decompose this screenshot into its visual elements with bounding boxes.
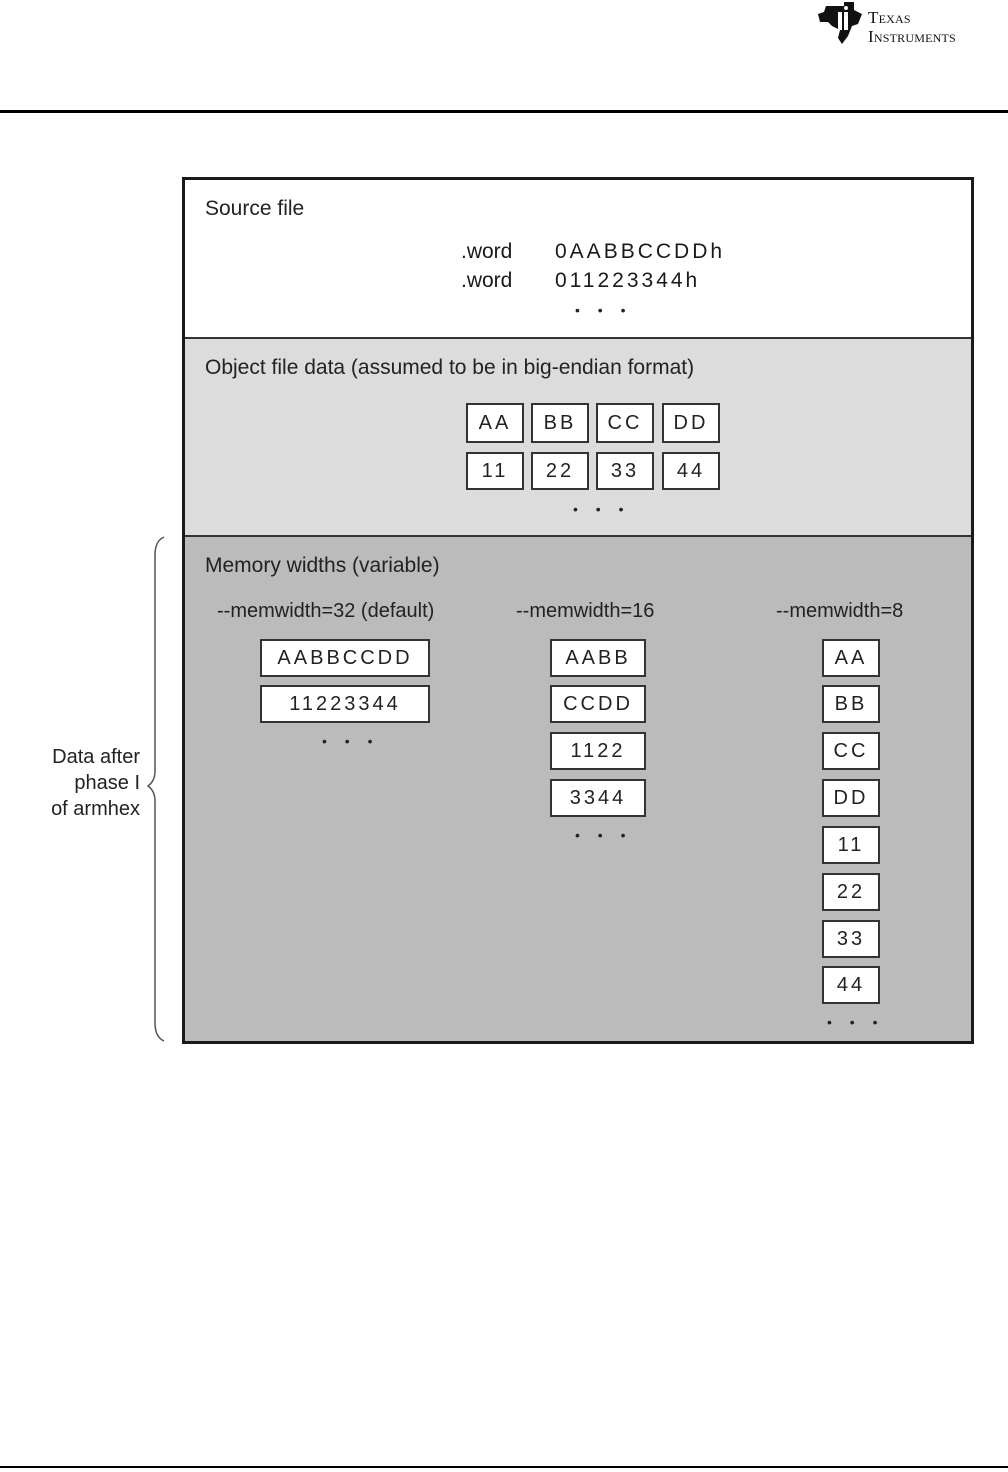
ellipsis: • • • — [827, 1014, 885, 1030]
memory-widths-panel — [185, 537, 971, 1041]
word-value: 0AABBCCDDh — [555, 240, 726, 263]
memory-byte-box: DD — [822, 779, 880, 817]
header-divider — [0, 110, 1008, 113]
ellipsis: • • • — [322, 733, 380, 749]
memory-byte-box: 44 — [822, 966, 880, 1004]
memory-byte-box: 33 — [822, 920, 880, 958]
word-directive: .word — [461, 240, 513, 263]
memory-byte-box: BB — [822, 685, 880, 723]
memory-word-box: CCDD — [550, 685, 646, 723]
memwidth-32-label: --memwidth=32 (default) — [217, 600, 435, 622]
word-directive: .word — [461, 269, 513, 292]
side-label — [0, 744, 140, 822]
ellipsis: • • • — [573, 501, 631, 517]
memory-word-box: AABBCCDD — [260, 639, 430, 677]
byte-box: 33 — [596, 452, 654, 490]
byte-box: 22 — [531, 452, 589, 490]
memory-word-box: 11223344 — [260, 685, 430, 723]
side-label-line: Data after — [52, 746, 140, 768]
byte-box: 44 — [662, 452, 720, 490]
curly-brace — [142, 535, 168, 1043]
byte-box: CC — [596, 403, 654, 443]
byte-box: AA — [466, 403, 524, 443]
side-label-line: of armhex — [51, 798, 140, 820]
source-file-panel — [185, 180, 971, 339]
byte-box: 11 — [466, 452, 524, 490]
byte-box: DD — [662, 403, 720, 443]
logo-text-texas: Texas — [868, 8, 911, 27]
memory-word-box: 1122 — [550, 732, 646, 770]
memory-word-box: AABB — [550, 639, 646, 677]
memory-widths-title: Memory widths (variable) — [205, 554, 440, 577]
object-file-panel — [185, 339, 971, 537]
ellipsis: • • • — [575, 302, 633, 318]
figure-frame — [182, 177, 974, 1044]
memwidth-16-label: --memwidth=16 — [516, 600, 655, 622]
byte-box: BB — [531, 403, 589, 443]
memory-byte-box: CC — [822, 732, 880, 770]
logo-text-instruments: Instruments — [868, 27, 956, 46]
ellipsis: • • • — [575, 827, 633, 843]
memwidth-8-label: --memwidth=8 — [776, 600, 904, 622]
ti-logo-icon — [818, 2, 864, 44]
word-value: 011223344h — [555, 269, 701, 292]
memory-word-box: 3344 — [550, 779, 646, 817]
object-file-title: Object file data (assumed to be in big-endian format) — [205, 356, 695, 379]
footer-divider — [0, 1466, 1008, 1468]
memory-byte-box: AA — [822, 639, 880, 677]
memory-byte-box: 22 — [822, 873, 880, 911]
source-file-title: Source file — [205, 197, 305, 220]
texas-instruments-logo — [818, 2, 1008, 48]
memory-byte-box: 11 — [822, 826, 880, 864]
side-label-line: phase I — [74, 772, 140, 794]
